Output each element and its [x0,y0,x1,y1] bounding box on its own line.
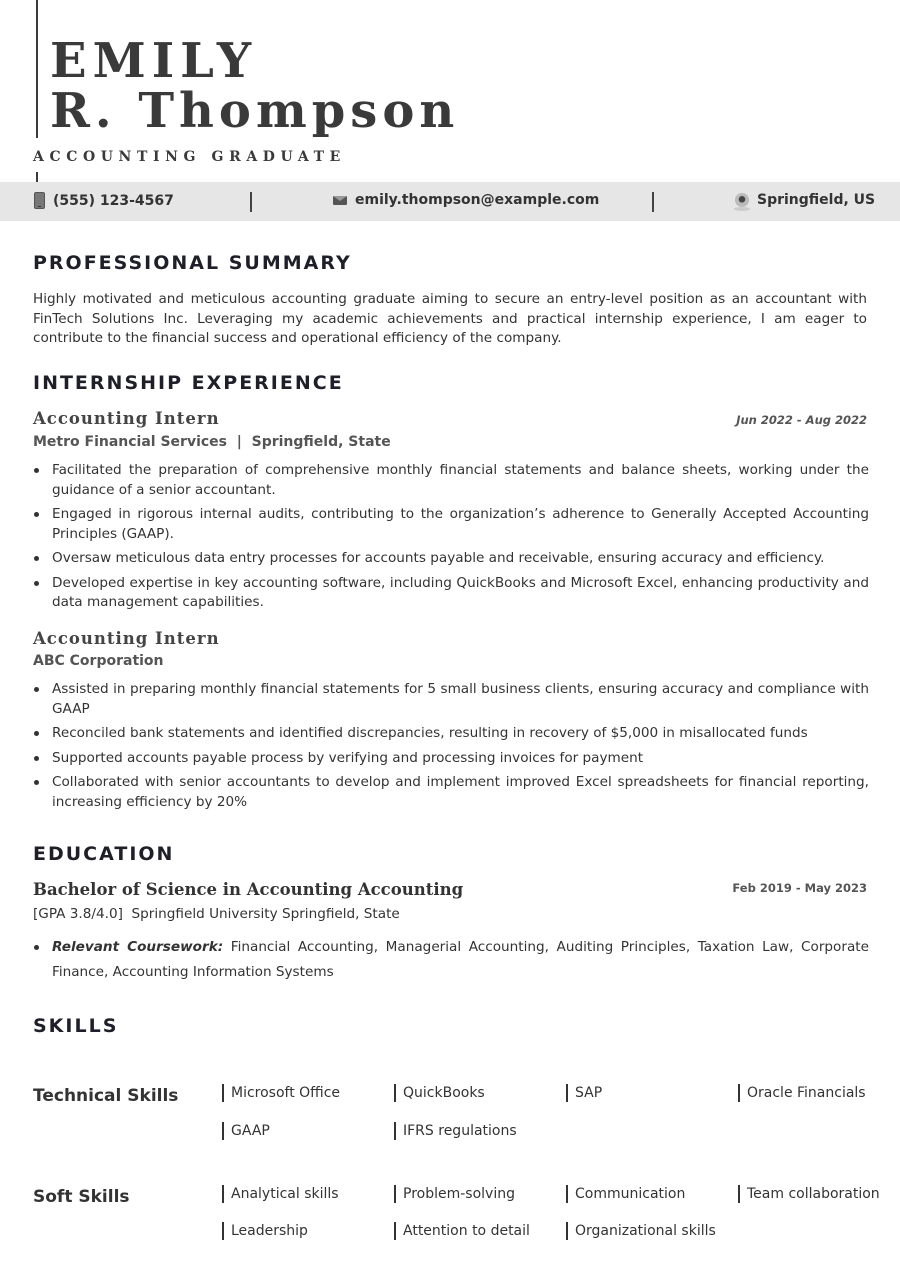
email-text: emily.thompson@example.com [355,192,600,208]
section-heading-summary: PROFESSIONAL SUMMARY [33,252,352,274]
skill-category-soft: Soft Skills [33,1187,130,1207]
contact-location [735,192,875,208]
list-item: Reconciled bank statements and identified discrepancies, resulting in recovery of $5,000 in misallocated funds [33,724,869,744]
list-item: Facilitated the preparation of comprehensive monthly financial statements and balance sheets, working under the guidance of a senior accountant. [33,461,869,500]
job-2-title: Accounting Intern [33,629,220,648]
skill-item: Leadership [222,1223,308,1239]
list-item: Oversaw meticulous data entry processes for accounts payable and receivable, ensuring accuracy and efficiency. [33,549,869,569]
last-name: R. Thompson [50,83,460,139]
contact-divider [250,192,252,212]
education-coursework [33,935,869,985]
list-item: Assisted in preparing monthly financial statements for 5 small business clients, ensuring accuracy and compliance with GAAP [33,680,869,719]
skill-item: Microsoft Office [222,1085,340,1101]
job-1-dates: Jun 2022 - Aug 2022 [736,413,867,427]
job-2-bullets [33,680,869,817]
location-text: Springfield, US [757,192,876,208]
section-heading-skills: SKILLS [33,1015,119,1037]
skill-item: Attention to detail [394,1223,530,1239]
job-title-heading: ACCOUNTING GRADUATE [33,149,346,165]
mail-icon [333,196,347,205]
skill-item: GAAP [222,1123,270,1139]
skill-category-technical: Technical Skills [33,1086,179,1106]
contact-phone[interactable] [34,192,174,209]
skill-item: QuickBooks [394,1085,485,1101]
contact-divider [652,192,654,212]
education-dates: Feb 2019 - May 2023 [732,881,867,895]
skill-item: Team collaboration [738,1186,880,1202]
section-heading-education: EDUCATION [33,843,175,865]
skill-item: Analytical skills [222,1186,339,1202]
candidate-name [50,33,460,139]
education-info: [GPA 3.8/4.0] Springfield University Springfield, State [33,906,400,922]
summary-text: Highly motivated and meticulous accounting graduate aiming to secure an entry-level position as an accountant with FinTech Solutions Inc. Leveraging my academic achievements and practical internship experience, I am eager to contribute to the financial success and operational efficiency of the company. [33,291,867,346]
skill-item: SAP [566,1085,602,1101]
phone-text: (555) 123-4567 [53,192,174,209]
location-pin-icon [735,193,749,207]
skill-item: Problem-solving [394,1186,515,1202]
coursework-label: Relevant Coursework: [52,939,224,955]
list-item: Developed expertise in key accounting software, including QuickBooks and Microsoft Excel, enhancing productivity and data management capabilities. [33,574,869,613]
skill-item: Communication [566,1186,685,1202]
coursework-list: Financial Accounting, Managerial Accounting, Auditing Principles, Taxation Law, Corporate Finance, Accounting Information Systems [52,939,869,980]
contact-bar [0,182,900,221]
education-degree: Bachelor of Science in Accounting Accounting [33,880,464,899]
job-1-bullets [33,461,869,618]
header-accent-rule [36,0,38,138]
header-accent-tick [36,172,38,182]
job-1-company: Metro Financial Services | Springfield, State [33,434,391,450]
skill-item: Oracle Financials [738,1085,866,1101]
job-2-company: ABC Corporation [33,653,164,669]
list-item: Engaged in rigorous internal audits, contributing to the organization’s adherence to Generally Accepted Accounting Principles (GAAP). [33,505,869,544]
list-item: Supported accounts payable process by verifying and processing invoices for payment [33,749,869,769]
first-name: EMILY [50,33,258,89]
list-item: Collaborated with senior accountants to develop and implement improved Excel spreadsheets for financial reporting, increasing efficiency by 20% [33,773,869,812]
phone-icon [34,192,45,209]
contact-email[interactable] [333,192,599,208]
skill-item: IFRS regulations [394,1123,517,1139]
job-1-title: Accounting Intern [33,409,220,428]
skill-item: Organizational skills [566,1223,716,1239]
section-heading-experience: INTERNSHIP EXPERIENCE [33,372,344,394]
